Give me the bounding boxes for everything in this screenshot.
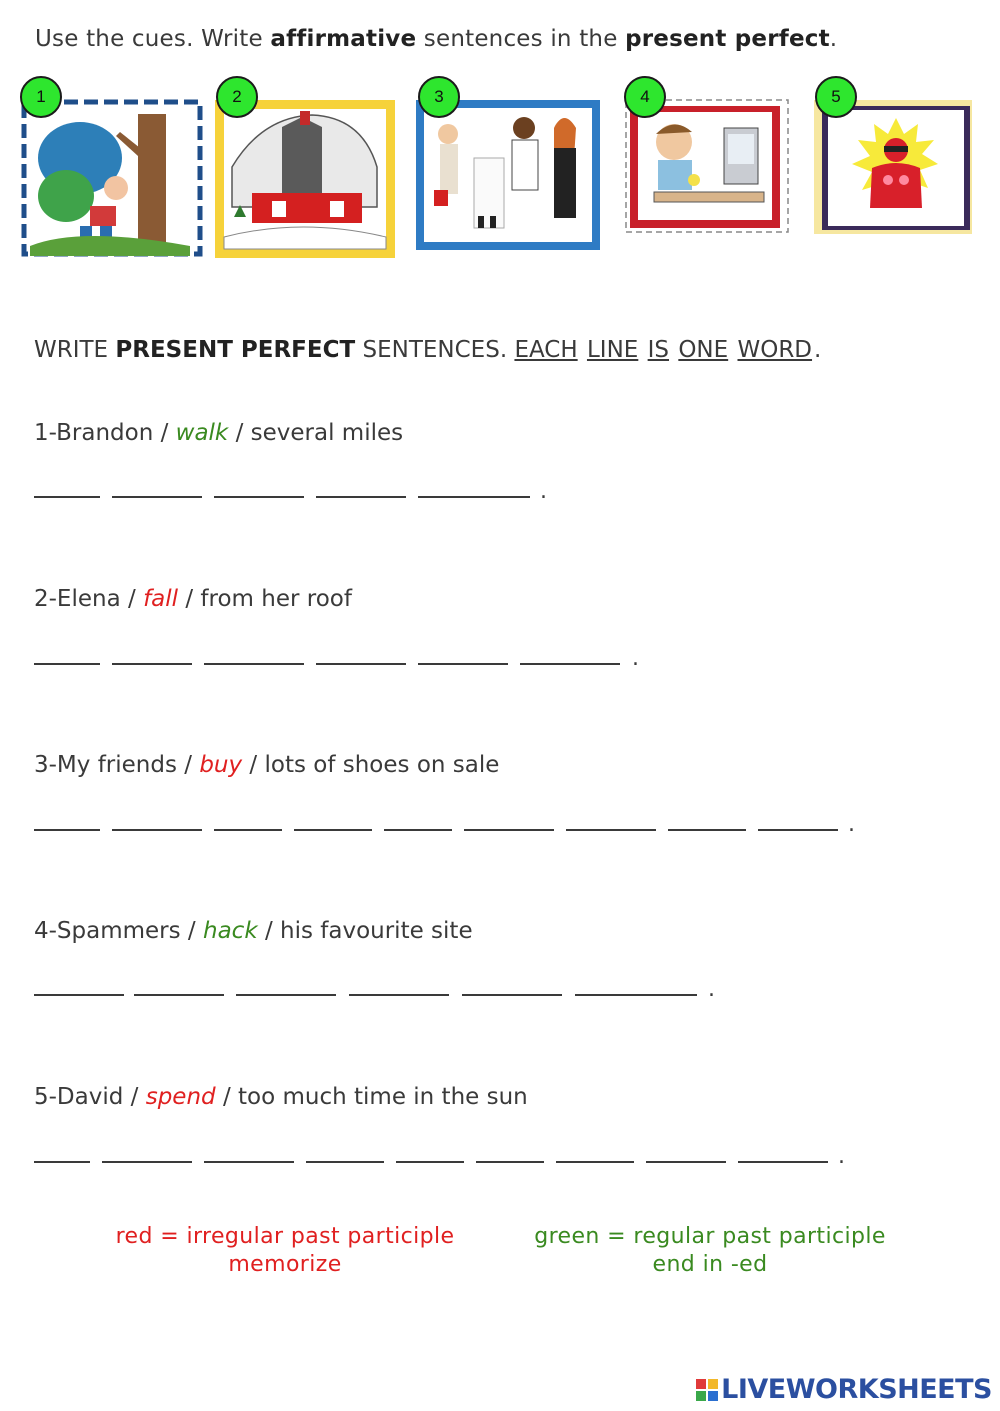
exercise-3-answer-row: [34, 801, 874, 837]
sentence-period: .: [708, 977, 715, 1002]
answer-blank[interactable]: [418, 496, 530, 498]
picture-number-badge: 2: [216, 76, 258, 118]
answer-blank[interactable]: [575, 994, 697, 996]
answer-blank[interactable]: [214, 829, 282, 831]
verb-cue: fall: [143, 586, 179, 612]
exercise-2-answer-row: [34, 635, 654, 671]
exercise-1-answer-row: [34, 468, 574, 504]
verb-cue: hack: [203, 918, 258, 944]
picture-4: [624, 98, 790, 238]
exercise-5-answer-row: [34, 1133, 864, 1169]
logo-text: LIVEWORKSHEETS: [721, 1374, 992, 1405]
picture-2: [212, 97, 398, 261]
answer-blank[interactable]: [134, 994, 224, 996]
exercise-4-answer-row: [34, 966, 734, 1002]
computer-man-illustration: [624, 98, 790, 238]
answer-blank[interactable]: [556, 1161, 634, 1163]
picture-1: [20, 96, 208, 262]
answer-blank[interactable]: [236, 994, 336, 996]
answer-blank[interactable]: [418, 663, 508, 665]
answer-blank[interactable]: [102, 1161, 192, 1163]
answer-blank[interactable]: [112, 663, 192, 665]
answer-blank[interactable]: [668, 829, 746, 831]
legend-irregular: red = irregular past participle memorize: [115, 1224, 455, 1277]
picture-number-badge: 3: [418, 76, 460, 118]
shopping-friends-illustration: [414, 98, 602, 252]
picture-5: [812, 98, 974, 238]
answer-blank[interactable]: [758, 829, 838, 831]
answer-blank[interactable]: [204, 663, 304, 665]
answer-blank[interactable]: [34, 496, 100, 498]
hiker-illustration: [20, 96, 208, 262]
answer-blank[interactable]: [316, 496, 406, 498]
picture-number-badge: 5: [815, 76, 857, 118]
answer-blank[interactable]: [34, 994, 124, 996]
exercise-4-cue: 4-Spammers / hack / his favourite site: [34, 918, 473, 944]
answer-blank[interactable]: [214, 496, 304, 498]
sentence-period: .: [848, 812, 855, 837]
answer-blank[interactable]: [112, 829, 202, 831]
answer-blank[interactable]: [566, 829, 656, 831]
exercise-2-cue: 2-Elena / fall / from her roof: [34, 586, 352, 612]
answer-blank[interactable]: [738, 1161, 828, 1163]
answer-blank[interactable]: [462, 994, 562, 996]
exercise-3-cue: 3-My friends / buy / lots of shoes on sale: [34, 752, 500, 778]
legend-regular: green = regular past participle end in -ed: [534, 1224, 886, 1277]
answer-blank[interactable]: [34, 829, 100, 831]
exercise-1-cue: 1-Brandon / walk / several miles: [34, 420, 404, 446]
verb-cue: buy: [199, 752, 243, 778]
logo-icon: [696, 1379, 718, 1401]
picture-3: [414, 98, 602, 252]
answer-blank[interactable]: [34, 1161, 90, 1163]
sentence-period: .: [838, 1144, 845, 1169]
house-snow-illustration: [212, 97, 398, 261]
picture-number-badge: 1: [20, 76, 62, 118]
answer-blank[interactable]: [384, 829, 452, 831]
answer-blank[interactable]: [316, 663, 406, 665]
sentence-period: .: [632, 646, 639, 671]
sunburn-illustration: [812, 98, 974, 238]
answer-blank[interactable]: [396, 1161, 464, 1163]
instructions: Use the cues. Write affirmative sentences in the present perfect.: [35, 26, 838, 52]
answer-blank[interactable]: [204, 1161, 294, 1163]
exercise-5-cue: 5-David / spend / too much time in the sun: [34, 1084, 528, 1110]
answer-blank[interactable]: [646, 1161, 726, 1163]
answer-blank[interactable]: [464, 829, 554, 831]
answer-blank[interactable]: [520, 663, 620, 665]
picture-number-badge: 4: [624, 76, 666, 118]
instructions-bold-present-perfect: present perfect: [625, 26, 830, 52]
answer-blank[interactable]: [112, 496, 202, 498]
liveworksheets-logo[interactable]: [696, 1374, 992, 1405]
answer-blank[interactable]: [349, 994, 449, 996]
verb-cue: walk: [175, 420, 229, 446]
answer-blank[interactable]: [306, 1161, 384, 1163]
answer-blank[interactable]: [34, 663, 100, 665]
instructions-bold-affirmative: affirmative: [270, 26, 417, 52]
verb-cue: spend: [145, 1084, 216, 1110]
section-heading: WRITE PRESENT PERFECT SENTENCES. EACH LINE IS ONE WORD.: [34, 337, 822, 363]
answer-blank[interactable]: [294, 829, 372, 831]
answer-blank[interactable]: [476, 1161, 544, 1163]
sentence-period: .: [540, 479, 547, 504]
